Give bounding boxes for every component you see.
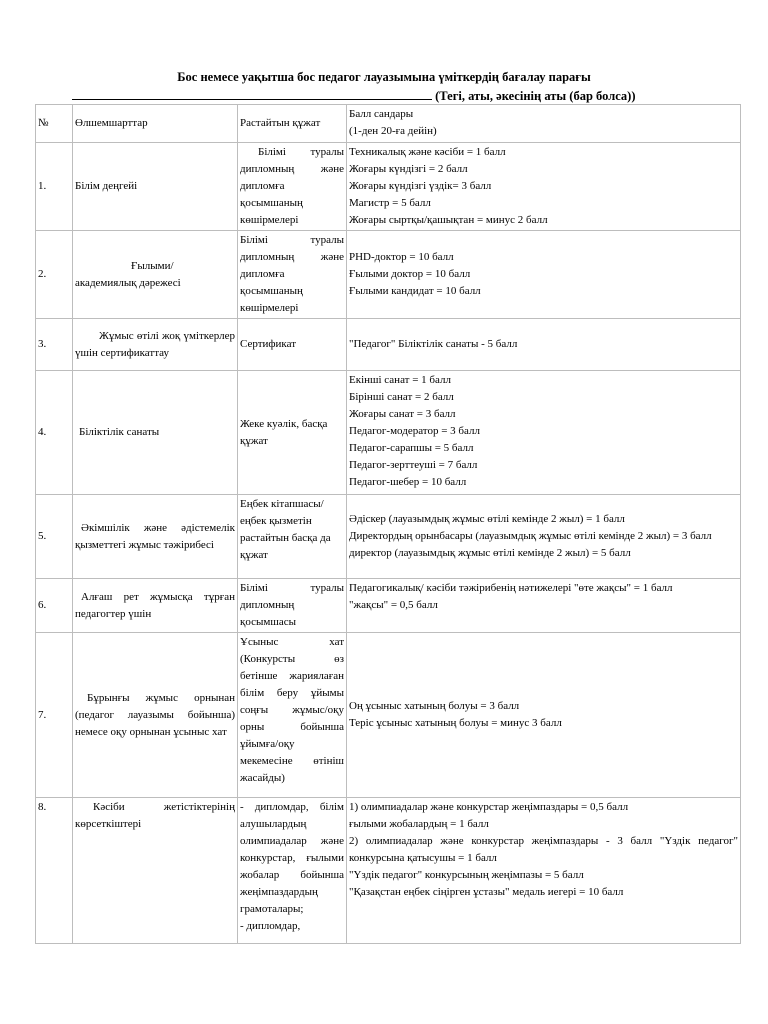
score-line: ғылыми жобалардың = 1 балл <box>349 818 489 830</box>
row-criteria: Алғаш рет жұмысқа тұрған педагогтер үшін <box>73 579 238 633</box>
row-document: Білімі туралы дипломның және дипломға қосымшаның көшірмелері <box>238 231 347 319</box>
table-row <box>36 579 741 633</box>
score-line: Магистр = 5 балл <box>349 197 431 209</box>
score-line: PHD-доктор = 10 балл <box>349 251 454 263</box>
table-row <box>36 143 741 231</box>
row-criteria: Ғылыми/академиялық дәрежесі <box>73 231 238 319</box>
row-number: 1. <box>36 143 73 231</box>
row-document: Еңбек кітапшасы/еңбек қызметін растайтын басқа да құжат <box>238 495 347 579</box>
row-document: Жеке куәлік, басқа құжат <box>238 371 347 495</box>
score-line: Педагог-шебер = 10 балл <box>349 476 467 488</box>
score-line: Педагогикалық/ кәсіби тәжірибенің нәтижелері "өте жақсы" = 1 балл <box>349 582 673 594</box>
score-line: Жоғары күндізгі = 2 балл <box>349 163 468 175</box>
row-number: 7. <box>36 633 73 798</box>
row-number: 8. <box>36 798 73 944</box>
candidate-name-line <box>72 87 712 104</box>
table-row <box>36 495 741 579</box>
row-scores <box>347 371 741 495</box>
score-line: "Педагог" Біліктілік санаты - 5 балл <box>349 338 518 350</box>
table-header-row <box>36 105 741 143</box>
header-score-line1: Балл сандары <box>349 108 414 120</box>
score-line: "Қазақстан еңбек сіңірген ұстазы" медаль иегері = 10 балл <box>349 886 624 898</box>
header-score-line2: (1-ден 20-ға дейін) <box>349 125 437 137</box>
row-number: 3. <box>36 319 73 371</box>
table-row <box>36 798 741 944</box>
table-row <box>36 371 741 495</box>
row-criteria: Бұрынғы жұмыс орнынан (педагог лауазымы бойынша) немесе оқу орнынан ұсыныс хат <box>73 633 238 798</box>
score-line: Техникалық және кәсіби = 1 балл <box>349 146 506 158</box>
row-document: Білімі туралы дипломның қосымшасы <box>238 579 347 633</box>
row-scores <box>347 231 741 319</box>
score-line: Жоғары санат = 3 балл <box>349 408 456 420</box>
row-criteria: Жұмыс өтілі жоқ үміткерлер үшін сертификаттау <box>73 319 238 371</box>
score-line: Оң ұсыныс хатының болуы = 3 балл <box>349 700 520 712</box>
row-scores <box>347 798 741 944</box>
row-scores <box>347 143 741 231</box>
score-line: 1) олимпиадалар және конкурстар жеңімпаздары = 0,5 балл <box>349 801 629 813</box>
row-scores <box>347 633 741 798</box>
score-line: директор (лауазымдық жұмыс өтілі кемінде 2 жыл) = 5 балл <box>349 547 631 559</box>
score-line: Теріс ұсыныс хатының болуы = минус 3 балл <box>349 717 562 729</box>
row-document: Ұсыныс хат (Конкурсты өз бетінше жариялаған білім беру ұйымы соңғы жұмыс/оқу орны бойынша ұйымға/оқу мекемесіне өтініш жасайды) <box>238 633 347 798</box>
score-line: Педагог-сарапшы = 5 балл <box>349 442 474 454</box>
table-row <box>36 231 741 319</box>
row-criteria: Кәсіби жетістіктерінің көрсеткіштері <box>73 798 238 944</box>
score-line: Екінші санат = 1 балл <box>349 374 451 386</box>
table-row <box>36 633 741 798</box>
score-line: 2) олимпиадалар және конкурстар жеңімпаздары - 3 балл "Үздік педагог" конкурсына қатысушы = 1 балл <box>349 835 738 864</box>
row-criteria: Әкімшілік және әдістемелік қызметтегі жұмыс тәжірибесі <box>73 495 238 579</box>
header-document: Растайтын құжат <box>238 105 347 143</box>
score-line: Директордың орынбасары (лауазымдық жұмыс өтілі кемінде 2 жыл) = 3 балл <box>349 530 712 542</box>
document-title: Бос немесе уақытша бос педагог лауазымына үміткердің бағалау парағы <box>177 70 591 84</box>
header-criteria: Өлшемшарттар <box>73 105 238 143</box>
row-scores <box>347 495 741 579</box>
row-criteria: Білім деңгейі <box>73 143 238 231</box>
row-number: 6. <box>36 579 73 633</box>
evaluation-table <box>35 104 741 944</box>
row-scores <box>347 579 741 633</box>
score-line: "Үздік педагог" конкурсының жеңімпазы = 5 балл <box>349 869 584 881</box>
row-criteria: Біліктілік санаты <box>73 371 238 495</box>
row-number: 4. <box>36 371 73 495</box>
score-line: Жоғары күндізгі үздік= 3 балл <box>349 180 492 192</box>
row-document: Сертификат <box>238 319 347 371</box>
score-line: "жақсы" = 0,5 балл <box>349 599 438 611</box>
score-line: Педагог-модератор = 3 балл <box>349 425 480 437</box>
score-line: Бірінші санат = 2 балл <box>349 391 454 403</box>
row-number: 2. <box>36 231 73 319</box>
score-line: Жоғары сыртқы/қашықтан = минус 2 балл <box>349 214 548 226</box>
score-line: Әдіскер (лауазымдық жұмыс өтілі кемінде 2 жыл) = 1 балл <box>349 513 625 525</box>
row-scores <box>347 319 741 371</box>
score-line: Ғылыми доктор = 10 балл <box>349 268 471 280</box>
row-document: Білімі туралы дипломның және дипломға қосымшаның көшірмелері <box>238 143 347 231</box>
header-num: № <box>36 105 73 143</box>
row-number: 5. <box>36 495 73 579</box>
document-part: - дипломдар, білім алушылардың олимпиадалар және конкурстар, ғылыми жобалар бойынша жеңімпаздардың грамоталары; <box>240 801 344 915</box>
score-line: Ғылыми кандидат = 10 балл <box>349 285 481 297</box>
header-score <box>347 105 741 143</box>
score-line: Педагог-зерттеуші = 7 балл <box>349 459 478 471</box>
name-blank-line <box>72 87 432 100</box>
document-part: - дипломдар, <box>240 920 301 932</box>
table-row <box>36 319 741 371</box>
name-caption: (Тегі, аты, әкесінің аты (бар болса)) <box>435 89 636 103</box>
row-document <box>238 798 347 944</box>
